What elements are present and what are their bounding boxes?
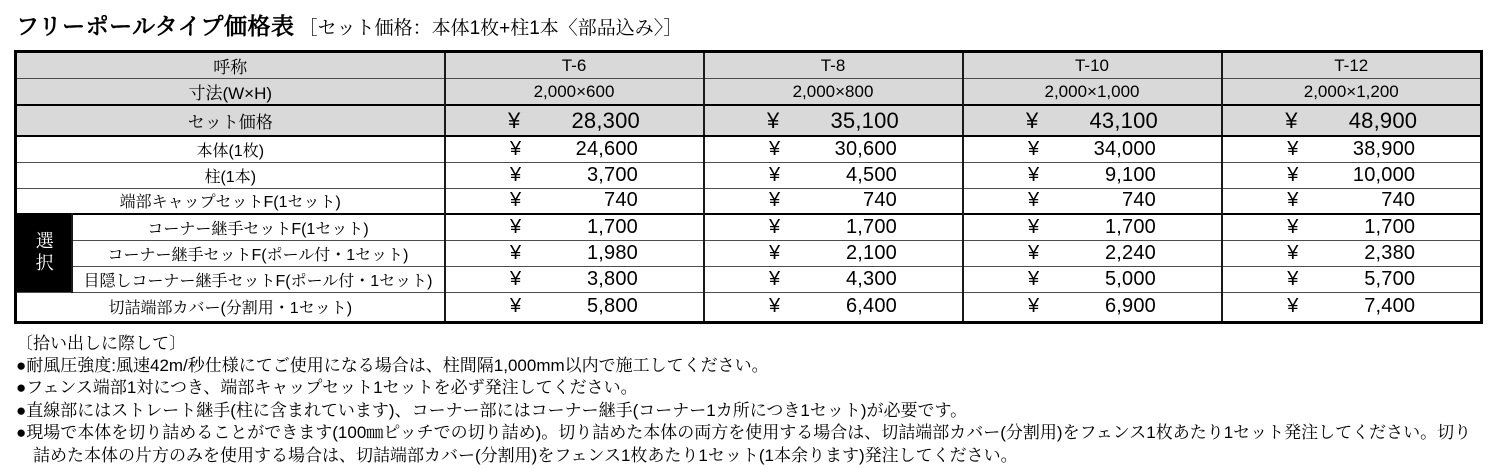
price-cell [445,266,704,292]
price-value: 740 [1122,189,1156,212]
price-value: 1,980 [586,241,638,264]
row-label: 切詰端部カバー(分割用・1セット) [16,292,445,322]
yen-sign: ¥ [510,267,522,290]
set-price-cell [1222,105,1482,136]
price-cell [1222,240,1482,266]
title-main: フリーポールタイプ価格表 [16,13,295,39]
price-value: 9,100 [1104,163,1156,186]
footnote: ●耐風圧強度:風速42m/秒仕様にてご使用になる場合は、柱間隔1,000mm以内で施工してください。 [16,355,769,375]
yen-sign: ¥ [508,107,521,133]
price-cell [445,188,704,214]
yen-sign: ¥ [1028,189,1040,212]
yen-sign: ¥ [769,189,781,212]
table-row [16,266,1482,292]
set-price-header-cell: セット価格 [16,105,445,136]
row-label: コーナー継手セットF(1セット) [72,214,445,240]
price-value: 1,700 [845,215,897,238]
footnotes-heading: 〔拾い出しに際して〕 [16,333,186,353]
price-cell [963,162,1222,188]
yen-sign: ¥ [769,295,781,317]
footnote: ●直線部にはストレート継手(柱に含まれています)、コーナー部にはコーナー継手(コーナー1カ所につき1セット)が必要です。 [16,400,968,420]
price-cell [704,136,963,162]
price-cell [963,214,1222,240]
price-cell [1222,162,1482,188]
price-cell [1222,188,1482,214]
price-cell [445,162,704,188]
yen-sign: ¥ [769,241,781,264]
price-value: 1,700 [586,215,638,238]
table-row [16,292,1482,322]
price-value: 740 [863,189,897,212]
footnote: ●現場で本体を切り詰めることができます(100㎜ピッチでの切り詰め)。切り詰めた本体の両方を使用する場合は、切詰端部カバー(分割用)をフェンス1枚あたり1セット発注してください。切り詰めた本体の片方のみを使用する場合は、切詰端部カバー(分割用)をフェンス1枚あたり1セット(1本余ります)発注してください。 [16,423,1472,465]
price-cell [963,292,1222,322]
yen-sign: ¥ [1287,241,1299,264]
price-cell [1222,214,1482,240]
yen-sign: ¥ [1028,267,1040,290]
column-header-t12: T-12 [1222,52,1482,79]
size-cell: 2,000×1,000 [963,79,1222,106]
yen-sign: ¥ [510,295,522,317]
price-cell [963,188,1222,214]
price-cell [704,214,963,240]
price-value: 38,900 [1352,137,1416,160]
price-value: 1,700 [1364,215,1416,238]
footnotes [16,333,1480,468]
yen-sign: ¥ [1287,267,1299,290]
price-cell [963,266,1222,292]
price-cell [1222,266,1482,292]
yen-sign: ¥ [767,107,780,133]
price-value: 48,900 [1348,107,1418,133]
price-value: 2,240 [1104,241,1156,264]
set-price-cell [963,105,1222,136]
price-cell [704,292,963,322]
price-value: 2,380 [1364,241,1416,264]
row-label: 目隠しコーナー継手セットF(ポール付・1セット) [72,266,445,292]
yen-sign: ¥ [769,267,781,290]
price-value: 34,000 [1093,137,1156,160]
yen-sign: ¥ [510,215,522,238]
row-label: 本体(1枚) [16,136,445,162]
price-value: 1,700 [1104,215,1156,238]
yen-sign: ¥ [769,215,781,238]
size-cell: 2,000×800 [704,79,963,106]
price-value: 6,400 [845,295,897,317]
row-label: コーナー継手セットF(ポール付・1セット) [72,240,445,266]
price-value: 4,300 [845,267,897,290]
column-header-t8: T-8 [704,52,963,79]
price-cell [1222,292,1482,322]
table-row [16,188,1482,214]
price-value: 3,700 [586,163,638,186]
price-value: 7,400 [1364,295,1416,317]
price-value: 5,700 [1364,267,1416,290]
yen-sign: ¥ [510,241,522,264]
yen-sign: ¥ [1028,163,1040,186]
price-cell [963,136,1222,162]
size-cell: 2,000×1,200 [1222,79,1482,106]
price-value: 35,100 [830,107,899,133]
selection-group-label: 選択 [16,214,72,292]
price-cell [704,266,963,292]
size-cell: 2,000×600 [445,79,704,106]
yen-sign: ¥ [1287,137,1299,160]
yen-sign: ¥ [510,137,522,160]
set-price-cell [445,105,704,136]
size-header-cell: 寸法(W×H) [16,79,445,106]
price-value: 10,000 [1352,163,1416,186]
price-value: 6,900 [1104,295,1156,317]
price-value: 2,100 [845,241,897,264]
set-price-cell [704,105,963,136]
row-label: 柱(1本) [16,162,445,188]
yen-sign: ¥ [1028,137,1040,160]
yen-sign: ¥ [510,163,522,186]
table-row-set-price [16,105,1482,136]
price-cell [963,240,1222,266]
yen-sign: ¥ [1287,295,1299,317]
table-row [16,162,1482,188]
yen-sign: ¥ [1285,107,1298,133]
page-title [16,8,1480,41]
yen-sign: ¥ [769,137,781,160]
footnote: ●フェンス端部1対につき、端部キャップセット1セットを必ず発注してください。 [16,378,638,397]
table-row-size [16,79,1482,106]
name-header-cell: 呼称 [16,52,445,79]
table-row [16,240,1482,266]
yen-sign: ¥ [769,163,781,186]
price-value: 740 [604,189,638,212]
price-cell [1222,136,1482,162]
price-cell [704,188,963,214]
price-value: 4,500 [845,163,897,186]
yen-sign: ¥ [1287,163,1299,186]
price-value: 43,100 [1089,107,1158,133]
price-table [14,50,1483,324]
price-value: 3,800 [586,267,638,290]
yen-sign: ¥ [1028,295,1040,317]
price-cell [704,240,963,266]
yen-sign: ¥ [1028,215,1040,238]
yen-sign: ¥ [1287,215,1299,238]
title-subtitle: ［セット価格：本体1枚+柱1本〈部品込み〉］ [298,18,683,39]
table-row-name [16,52,1482,79]
price-value: 30,600 [834,137,897,160]
price-cell [445,214,704,240]
yen-sign: ¥ [1028,241,1040,264]
column-header-t10: T-10 [963,52,1222,79]
price-cell [445,292,704,322]
price-cell [445,136,704,162]
price-value: 24,600 [575,137,638,160]
row-label: 端部キャップセットF(1セット) [16,188,445,214]
price-value: 740 [1381,189,1416,212]
column-header-t6: T-6 [445,52,704,79]
table-row [16,214,1482,240]
price-value: 5,000 [1104,267,1156,290]
yen-sign: ¥ [1287,189,1299,212]
price-value: 28,300 [571,107,640,133]
price-value: 5,800 [586,295,638,317]
yen-sign: ¥ [1026,107,1039,133]
table-row [16,136,1482,162]
yen-sign: ¥ [510,189,522,212]
price-cell [445,240,704,266]
price-cell [704,162,963,188]
